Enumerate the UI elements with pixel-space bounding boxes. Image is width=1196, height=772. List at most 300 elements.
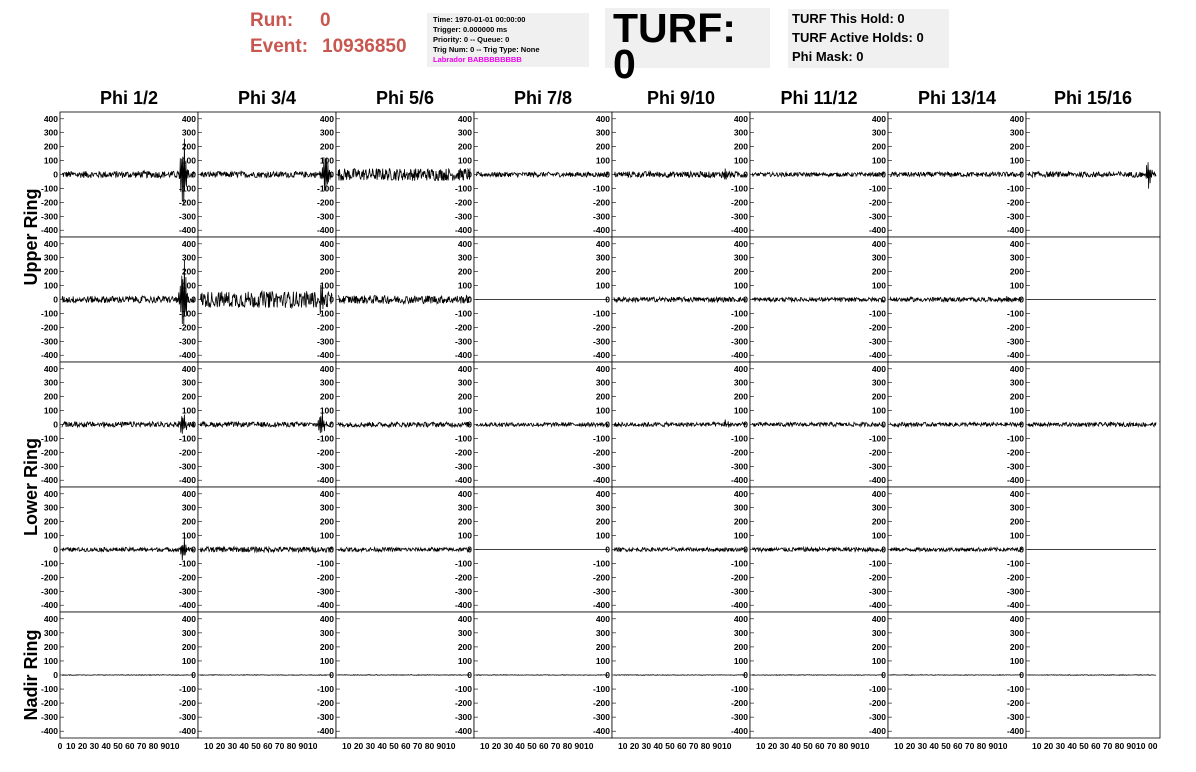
y-tick-label: -100 [592, 308, 610, 319]
y-tick-label: 300 [1009, 252, 1024, 263]
row-group-title: Lower Ring [21, 438, 41, 536]
y-tick-label: -200 [868, 447, 886, 458]
y-tick-label: 0 [191, 544, 196, 555]
y-tick-label: 300 [319, 377, 334, 388]
column-title: Phi 7/8 [513, 88, 573, 108]
y-tick-label: 300 [871, 252, 886, 263]
column-title: Phi 15/16 [1053, 88, 1133, 108]
y-tick-label: 200 [733, 391, 748, 402]
y-tick-label: -300 [40, 461, 58, 472]
turf-this-hold: TURF This Hold: 0 [792, 11, 905, 26]
y-tick-label: -200 [316, 322, 334, 333]
y-tick-label: -200 [1006, 447, 1024, 458]
y-tick-label: -400 [454, 225, 472, 236]
y-tick-label: 200 [43, 266, 58, 277]
y-tick-label: 400 [733, 238, 748, 249]
y-tick-label: 400 [181, 488, 196, 499]
y-tick-label: 200 [1009, 266, 1024, 277]
y-tick-label: 0 [743, 294, 748, 305]
y-tick-label: -400 [454, 475, 472, 486]
x-tick-label: 10 20 30 40 50 60 70 80 9010 [618, 741, 732, 751]
y-tick-label: 0 [329, 169, 334, 180]
y-tick-label: 0 [329, 670, 334, 680]
turf-label: TURF: 0 [613, 5, 736, 87]
y-tick-label: 300 [595, 627, 610, 638]
y-tick-label: 300 [319, 127, 334, 138]
y-tick-label: 200 [595, 141, 610, 152]
y-tick-label: 400 [595, 488, 610, 499]
y-tick-label: 100 [43, 530, 58, 541]
y-tick-label: -300 [730, 211, 748, 222]
y-tick-label: -300 [40, 712, 58, 723]
y-tick-label: 100 [43, 405, 58, 416]
y-tick-label: 0 [467, 419, 472, 430]
y-tick-label: -400 [868, 350, 886, 361]
column-title: Phi 5/6 [375, 88, 435, 108]
y-tick-label: -200 [454, 447, 472, 458]
y-tick-label: 200 [43, 516, 58, 527]
y-tick-label: 100 [595, 530, 610, 541]
y-tick-label: 300 [871, 502, 886, 513]
y-tick-label: 400 [595, 113, 610, 124]
y-tick-label: 200 [1009, 141, 1024, 152]
y-tick-label: 0 [1019, 169, 1024, 180]
y-tick-label: -100 [40, 558, 58, 569]
y-tick-label: 0 [881, 294, 886, 305]
y-tick-label: 300 [733, 377, 748, 388]
y-tick-label: -200 [592, 447, 610, 458]
y-tick-label: -200 [868, 698, 886, 709]
y-tick-label: -100 [316, 308, 334, 319]
y-tick-label: 300 [181, 627, 196, 638]
y-tick-label: -100 [40, 308, 58, 319]
y-tick-label: 0 [191, 419, 196, 430]
y-tick-label: -400 [730, 726, 748, 737]
y-tick-label: 100 [733, 655, 748, 666]
y-tick-label: 400 [733, 113, 748, 124]
y-tick-label: 100 [319, 655, 334, 666]
y-tick-label: -300 [178, 461, 196, 472]
turf-active-holds: TURF Active Holds: 0 [792, 30, 924, 45]
waveform-trace [62, 675, 194, 676]
y-tick-label: 400 [733, 363, 748, 374]
y-tick-label: -300 [316, 336, 334, 347]
y-tick-label: 200 [733, 266, 748, 277]
y-tick-label: -200 [40, 322, 58, 333]
y-tick-label: 100 [1009, 405, 1024, 416]
y-tick-label: 300 [733, 252, 748, 263]
labrador-line: Labrador BABBBBBBBB [433, 55, 522, 64]
y-tick-label: -100 [592, 433, 610, 444]
y-tick-label: 400 [43, 238, 58, 249]
y-tick-label: -100 [1006, 308, 1024, 319]
y-tick-label: -100 [40, 433, 58, 444]
y-tick-label: 400 [1009, 238, 1024, 249]
y-tick-label: -400 [178, 600, 196, 611]
y-tick-label: -300 [454, 461, 472, 472]
y-tick-label: 300 [733, 502, 748, 513]
y-tick-label: 300 [319, 502, 334, 513]
y-tick-label: 100 [457, 280, 472, 291]
y-tick-label: -200 [178, 698, 196, 709]
y-tick-label: 200 [595, 516, 610, 527]
y-tick-label: 300 [871, 377, 886, 388]
y-tick-label: -100 [316, 558, 334, 569]
y-tick-label: 0 [467, 169, 472, 180]
y-tick-label: 100 [43, 155, 58, 166]
y-tick-label: 100 [1009, 155, 1024, 166]
y-tick-label: 400 [1009, 363, 1024, 374]
y-tick-label: 0 [53, 169, 58, 180]
y-tick-label: -300 [730, 586, 748, 597]
trig-type-line: Trig Num: 0 -- Trig Type: None [433, 45, 540, 54]
y-tick-label: 100 [181, 155, 196, 166]
y-tick-label: 400 [43, 613, 58, 624]
y-tick-label: 300 [1009, 127, 1024, 138]
y-tick-label: -400 [592, 225, 610, 236]
y-tick-label: 200 [871, 391, 886, 402]
y-tick-label: -400 [730, 600, 748, 611]
y-tick-label: 400 [319, 363, 334, 374]
y-tick-label: -400 [454, 350, 472, 361]
y-tick-label: 300 [595, 377, 610, 388]
waveform-trace [476, 675, 608, 676]
y-tick-label: 400 [319, 488, 334, 499]
y-tick-label: 300 [871, 627, 886, 638]
y-tick-label: -400 [1006, 350, 1024, 361]
y-tick-label: 200 [733, 641, 748, 652]
y-tick-label: -200 [592, 698, 610, 709]
y-tick-label: 100 [319, 530, 334, 541]
y-tick-label: -100 [1006, 558, 1024, 569]
y-tick-label: -100 [592, 558, 610, 569]
y-tick-label: 100 [43, 280, 58, 291]
y-tick-label: 100 [733, 405, 748, 416]
y-tick-label: 200 [1009, 516, 1024, 527]
y-tick-label: 200 [43, 141, 58, 152]
y-tick-label: -400 [40, 475, 58, 486]
y-tick-label: 0 [329, 419, 334, 430]
y-tick-label: 300 [181, 127, 196, 138]
y-tick-label: 0 [605, 169, 610, 180]
y-tick-label: -400 [178, 726, 196, 737]
y-tick-label: 100 [457, 155, 472, 166]
y-tick-label: -400 [316, 726, 334, 737]
y-tick-label: 400 [457, 488, 472, 499]
y-tick-label: -100 [178, 183, 196, 194]
y-tick-label: 200 [871, 641, 886, 652]
x-tick-label: 10 20 30 40 50 60 70 80 9010 [756, 741, 870, 751]
x-tick-label: 10 20 30 40 50 60 70 80 9010 [204, 741, 318, 751]
y-tick-label: -300 [40, 336, 58, 347]
y-tick-label: 100 [733, 530, 748, 541]
y-tick-label: -300 [1006, 712, 1024, 723]
y-tick-label: 400 [457, 113, 472, 124]
y-tick-label: 400 [43, 488, 58, 499]
y-tick-label: 200 [181, 141, 196, 152]
y-tick-label: 300 [319, 252, 334, 263]
y-tick-label: -400 [316, 350, 334, 361]
y-tick-label: -200 [454, 572, 472, 583]
y-tick-label: 300 [871, 127, 886, 138]
y-tick-label: -300 [592, 586, 610, 597]
run-value: 0 [320, 10, 331, 31]
y-tick-label: -100 [868, 684, 886, 695]
y-tick-label: 300 [595, 127, 610, 138]
y-tick-label: 100 [181, 530, 196, 541]
y-tick-label: -200 [592, 322, 610, 333]
y-tick-label: -300 [1006, 461, 1024, 472]
y-tick-label: 0 [329, 544, 334, 555]
y-tick-label: -300 [1006, 211, 1024, 222]
y-tick-label: -300 [454, 586, 472, 597]
y-tick-label: -200 [178, 197, 196, 208]
waveform-trace [200, 675, 332, 676]
event-label: Event: [250, 36, 309, 57]
y-tick-label: -200 [730, 322, 748, 333]
y-tick-label: -100 [730, 433, 748, 444]
y-tick-label: -300 [730, 461, 748, 472]
y-tick-label: -300 [868, 336, 886, 347]
y-tick-label: 300 [43, 377, 58, 388]
y-tick-label: 0 [881, 670, 886, 680]
y-tick-label: 200 [1009, 641, 1024, 652]
y-tick-label: 400 [319, 113, 334, 124]
event-value: 10936850 [322, 36, 407, 57]
y-tick-label: -100 [592, 684, 610, 695]
y-tick-label: -300 [592, 461, 610, 472]
y-tick-label: 100 [181, 405, 196, 416]
y-tick-label: -300 [40, 211, 58, 222]
y-tick-label: 0 [191, 169, 196, 180]
y-tick-label: -200 [316, 698, 334, 709]
y-tick-label: -200 [40, 572, 58, 583]
y-tick-label: -100 [454, 183, 472, 194]
y-tick-label: 0 [329, 294, 334, 305]
y-tick-label: -400 [40, 726, 58, 737]
y-tick-label: 100 [871, 155, 886, 166]
y-tick-label: 400 [457, 363, 472, 374]
y-tick-label: 0 [743, 544, 748, 555]
y-tick-label: -100 [1006, 684, 1024, 695]
phi-mask: Phi Mask: 0 [792, 49, 864, 64]
y-tick-label: -300 [316, 712, 334, 723]
y-tick-label: 400 [457, 238, 472, 249]
y-tick-label: -300 [868, 586, 886, 597]
y-tick-label: -300 [454, 712, 472, 723]
y-tick-label: 0 [605, 544, 610, 555]
y-tick-label: -400 [868, 475, 886, 486]
y-tick-label: 100 [319, 405, 334, 416]
y-tick-label: 400 [457, 613, 472, 624]
y-tick-label: 400 [181, 113, 196, 124]
y-tick-label: 400 [733, 488, 748, 499]
y-tick-label: 300 [733, 127, 748, 138]
y-tick-label: 400 [871, 113, 886, 124]
y-tick-label: -100 [454, 684, 472, 695]
y-tick-label: -100 [454, 558, 472, 569]
y-tick-label: -100 [454, 433, 472, 444]
y-tick-label: -400 [868, 600, 886, 611]
y-tick-label: -400 [730, 225, 748, 236]
y-tick-label: -100 [1006, 433, 1024, 444]
x-tick-label: 10 20 30 40 50 60 70 80 9010 [66, 741, 180, 751]
y-tick-label: 0 [467, 294, 472, 305]
y-tick-label: -100 [868, 308, 886, 319]
y-tick-label: -200 [1006, 572, 1024, 583]
y-tick-label: -200 [454, 322, 472, 333]
y-tick-label: 0 [743, 670, 748, 680]
y-tick-label: -300 [868, 211, 886, 222]
x-tick-label: 10 20 30 40 50 60 70 80 9010 [1032, 741, 1146, 751]
y-tick-label: -300 [178, 586, 196, 597]
y-tick-label: 200 [733, 141, 748, 152]
y-tick-label: 0 [1019, 544, 1024, 555]
y-tick-label: 200 [595, 641, 610, 652]
y-tick-label: -300 [40, 586, 58, 597]
column-title: Phi 9/10 [646, 88, 716, 108]
y-tick-label: 100 [595, 655, 610, 666]
priority-line: Priority: 0 -- Queue: 0 [433, 35, 510, 44]
y-tick-label: 300 [43, 502, 58, 513]
y-tick-label: -100 [730, 183, 748, 194]
y-tick-label: 100 [733, 155, 748, 166]
y-tick-label: -100 [730, 684, 748, 695]
y-tick-label: -400 [40, 350, 58, 361]
y-tick-label: -400 [178, 475, 196, 486]
x-tick-label: 10 20 30 40 50 60 70 80 9010 [342, 741, 456, 751]
y-tick-label: -300 [178, 336, 196, 347]
y-tick-label: 200 [871, 141, 886, 152]
y-tick-label: 0 [53, 419, 58, 430]
y-tick-label: -200 [40, 447, 58, 458]
y-tick-label: -300 [730, 712, 748, 723]
y-tick-label: 300 [457, 502, 472, 513]
x-tick-label: 10 20 30 40 50 60 70 80 9010 [894, 741, 1008, 751]
y-tick-label: 100 [181, 280, 196, 291]
y-tick-label: 300 [43, 627, 58, 638]
row-group-title: Nadir Ring [21, 629, 41, 721]
y-tick-label: -200 [730, 447, 748, 458]
y-tick-label: -400 [316, 225, 334, 236]
y-tick-label: 100 [1009, 530, 1024, 541]
y-tick-label: -100 [178, 308, 196, 319]
waveform-panel [336, 362, 474, 487]
y-tick-label: 100 [871, 655, 886, 666]
y-tick-label: -200 [178, 322, 196, 333]
y-tick-label: 0 [191, 294, 196, 305]
y-tick-label: -100 [868, 433, 886, 444]
y-tick-label: 300 [43, 252, 58, 263]
y-tick-label: 100 [1009, 280, 1024, 291]
y-tick-label: -200 [730, 197, 748, 208]
y-tick-label: 200 [181, 266, 196, 277]
y-tick-label: -200 [868, 322, 886, 333]
y-tick-label: -300 [316, 586, 334, 597]
y-tick-label: -400 [454, 726, 472, 737]
y-tick-label: -300 [592, 712, 610, 723]
y-tick-label: 300 [1009, 627, 1024, 638]
y-tick-label: -400 [40, 225, 58, 236]
y-tick-label: 0 [605, 670, 610, 680]
y-tick-label: -400 [1006, 225, 1024, 236]
y-tick-label: 200 [319, 141, 334, 152]
y-tick-label: -100 [730, 308, 748, 319]
y-tick-label: 200 [457, 641, 472, 652]
y-tick-label: 400 [43, 363, 58, 374]
y-tick-label: 100 [181, 655, 196, 666]
y-tick-label: 200 [43, 391, 58, 402]
y-tick-label: 100 [457, 530, 472, 541]
y-tick-label: -100 [1006, 183, 1024, 194]
y-tick-label: -200 [316, 572, 334, 583]
y-tick-label: 400 [1009, 113, 1024, 124]
waveform-trace [752, 675, 884, 676]
y-tick-label: -400 [40, 600, 58, 611]
y-tick-label: 400 [595, 613, 610, 624]
y-tick-label: -200 [1006, 698, 1024, 709]
y-tick-label: 400 [1009, 613, 1024, 624]
x-tick-label: 00 [1148, 741, 1158, 751]
y-tick-label: -200 [316, 197, 334, 208]
column-title: Phi 13/14 [917, 88, 997, 108]
y-tick-label: -200 [40, 698, 58, 709]
y-tick-label: 400 [871, 488, 886, 499]
y-tick-label: 0 [467, 670, 472, 680]
y-tick-label: -100 [592, 183, 610, 194]
y-tick-label: -100 [316, 183, 334, 194]
y-tick-label: -200 [592, 572, 610, 583]
y-tick-label: -200 [316, 447, 334, 458]
y-tick-label: 400 [181, 363, 196, 374]
x-tick-label: 10 20 30 40 50 60 70 80 9010 [480, 741, 594, 751]
y-tick-label: 400 [319, 238, 334, 249]
y-tick-label: 0 [53, 294, 58, 305]
y-tick-label: 0 [743, 169, 748, 180]
y-tick-label: 400 [595, 238, 610, 249]
y-tick-label: -100 [868, 558, 886, 569]
row-group-title: Upper Ring [21, 188, 41, 286]
y-tick-label: 100 [733, 280, 748, 291]
y-tick-label: -100 [868, 183, 886, 194]
y-tick-label: -400 [868, 726, 886, 737]
y-tick-label: 100 [595, 405, 610, 416]
y-tick-label: 0 [743, 419, 748, 430]
y-tick-label: 100 [871, 530, 886, 541]
y-tick-label: -400 [1006, 475, 1024, 486]
y-tick-label: -200 [868, 572, 886, 583]
y-tick-label: -400 [730, 475, 748, 486]
y-tick-label: -100 [40, 183, 58, 194]
y-tick-label: 100 [319, 280, 334, 291]
y-tick-label: 300 [457, 627, 472, 638]
y-tick-label: -200 [730, 572, 748, 583]
y-tick-label: -200 [40, 197, 58, 208]
y-tick-label: 300 [181, 252, 196, 263]
y-tick-label: 200 [871, 516, 886, 527]
y-tick-label: 400 [871, 613, 886, 624]
y-tick-label: -400 [730, 350, 748, 361]
y-tick-label: 200 [181, 641, 196, 652]
y-tick-label: -300 [178, 712, 196, 723]
time-line: Time: 1970-01-01 00:00:00 [433, 15, 526, 24]
y-tick-label: 300 [43, 127, 58, 138]
y-tick-label: 400 [181, 613, 196, 624]
column-title: Phi 3/4 [237, 88, 297, 108]
y-tick-label: -100 [40, 684, 58, 695]
y-tick-label: 0 [881, 169, 886, 180]
column-title: Phi 1/2 [99, 88, 159, 108]
